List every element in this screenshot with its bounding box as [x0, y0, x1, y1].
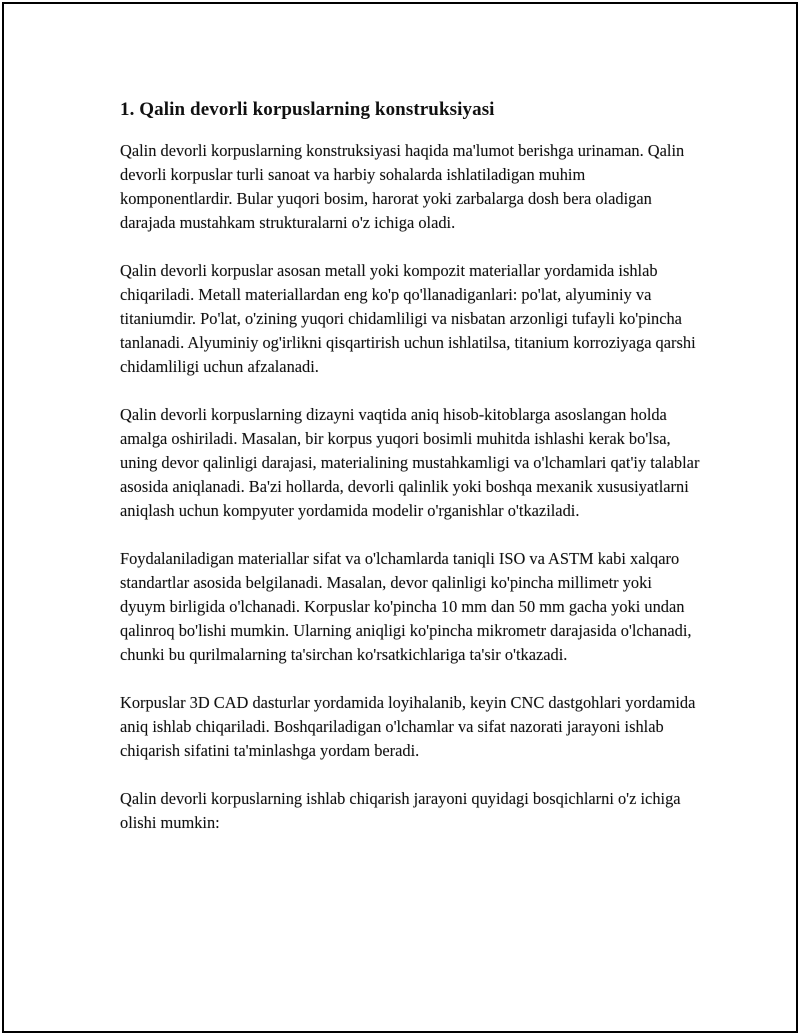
section-heading: 1. Qalin devorli korpuslarning konstruksiyasi — [120, 99, 495, 120]
document-body — [120, 92, 700, 859]
paragraph-6: Qalin devorli korpuslarning ishlab chiqarish jarayoni quyidagi bosqichlarni o'z ichiga olishi mumkin: — [120, 789, 681, 832]
paragraph-1: Qalin devorli korpuslarning konstruksiyasi haqida ma'lumot berishga urinaman. Qalin devorli korpuslar turli sanoat va harbiy sohalarda ishlatiladigan muhim komponentlardir. Bular yuqori bosim, harorat yoki zarbalarga dosh bera oladigan darajada mustahkam strukturalarni o'z ichiga oladi. — [120, 141, 685, 232]
paragraph-3: Qalin devorli korpuslarning dizayni vaqtida aniq hisob-kitoblarga asoslangan holda amalga oshiriladi. Masalan, bir korpus yuqori bosimli muhitda ishlashi kerak bo'lsa, uning devor qalinligi darajasi, materialining mustahkamligi va o'lchamlari qat'iy talablar asosida aniqlanadi. Ba'zi hollarda, devorli qalinlik yoki boshqa mexanik xususiyatlarni aniqlash uchun kompyuter yordamida modelir o'rganishlar o'tkaziladi. — [120, 405, 700, 520]
page-frame — [2, 2, 798, 1033]
paragraph-5: Korpuslar 3D CAD dasturlar yordamida loyihalanib, keyin CNC dastgohlari yordamida aniq ishlab chiqariladi. Boshqariladigan o'lchamlar va sifat nazorati jarayoni ishlab chiqarish sifatini ta'minlashga yordam beradi. — [120, 693, 696, 760]
paragraph-2: Qalin devorli korpuslar asosan metall yoki kompozit materiallar yordamida ishlab chiqariladi. Metall materiallardan eng ko'p qo'llanadiganlari: po'lat, alyuminiy va titaniumdir. Po'lat, o'zining yuqori chidamliligi va nisbatan arzonligi tufayli ko'pincha tanlanadi. Alyuminiy og'irlikni qisqartirish uchun ishlatilsa, titanium korroziyaga qarshi chidamliligi uchun afzalanadi. — [120, 261, 696, 376]
paragraph-4: Foydalaniladigan materiallar sifat va o'lchamlarda taniqli ISO va ASTM kabi xalqaro standartlar asosida belgilanadi. Masalan, devor qalinligi ko'pincha millimetr yoki dyuym birligida o'lchanadi. Korpuslar ko'pincha 10 mm dan 50 mm gacha yoki undan qalinroq bo'lishi mumkin. Ularning aniqligi ko'pincha mikrometr darajasida o'lchanadi, chunki bu qurilmalarning ta'sirchan ko'rsatkichlariga ta'sir o'tkazadi. — [120, 549, 692, 664]
